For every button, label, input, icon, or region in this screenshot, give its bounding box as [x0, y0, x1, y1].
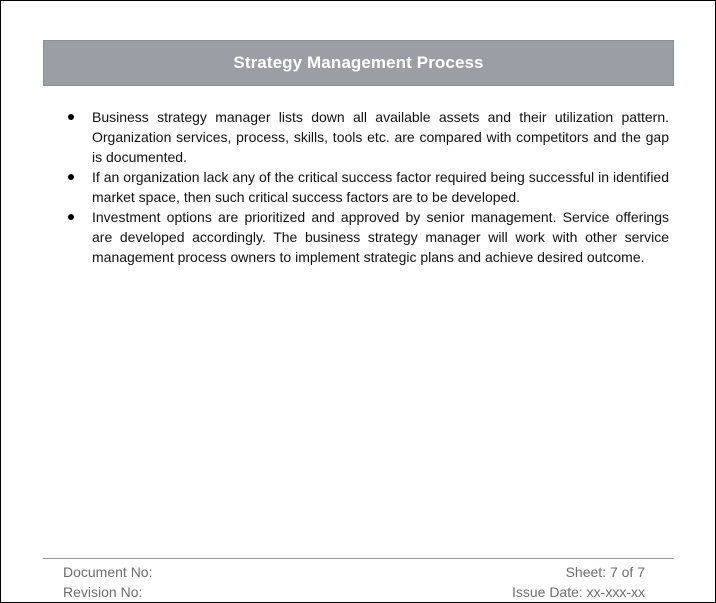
bullet-list — [63, 107, 669, 267]
list-item — [63, 207, 669, 267]
document-number-label: Document No: — [63, 564, 153, 580]
footer-row-bottom — [63, 582, 645, 602]
footer-divider — [43, 558, 674, 559]
bullet-icon — [68, 214, 74, 220]
bullet-icon — [68, 174, 74, 180]
sheet-number: Sheet: 7 of 7 — [565, 564, 645, 580]
footer-row-top — [63, 562, 645, 582]
list-item — [63, 107, 669, 167]
list-item-text: If an organization lack any of the critical success factor required being successful in identified market space, then such critical success factors are to be developed. — [92, 169, 669, 205]
list-item-text: Investment options are prioritized and approved by senior management. Service offerings are developed accordingly. The business strategy manager will work with other service management process owners to implement strategic plans and achieve desired outcome. — [92, 209, 669, 265]
list-item-text: Business strategy manager lists down all available assets and their utilization pattern. Organization services, process, skills, tools etc. are compared with competitors and the gap is documented. — [92, 109, 669, 165]
list-item — [63, 167, 669, 207]
content-body — [63, 107, 669, 267]
page-title: Strategy Management Process — [233, 53, 484, 72]
revision-number-label: Revision No: — [63, 584, 143, 600]
page-footer — [63, 562, 645, 602]
title-banner — [43, 40, 674, 86]
bullet-icon — [68, 114, 74, 120]
issue-date: Issue Date: xx-xxx-xx — [511, 584, 645, 600]
